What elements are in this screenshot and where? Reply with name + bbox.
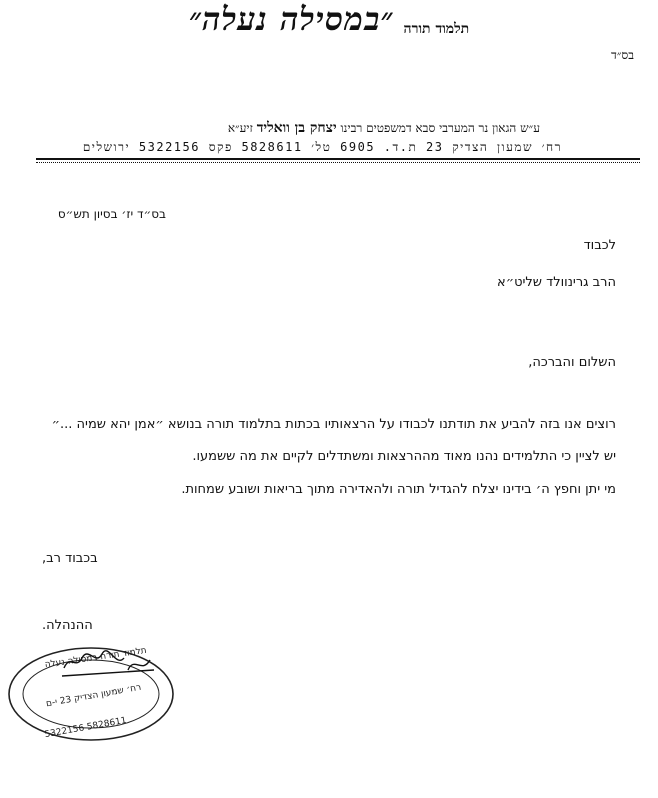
recipient-name: הרב גרינוולד שליט״א	[497, 275, 616, 290]
founder-line	[228, 120, 540, 137]
institution-name: ״במסילה נעלה״	[188, 0, 394, 38]
stamp-text-top: תלמוד תורה במסילה נעלה	[44, 645, 148, 671]
institution-prefix: תלמוד תורה	[403, 21, 470, 37]
greeting: השלום והברכה,	[528, 355, 616, 370]
body-paragraph: רוצים אנו בזה להביע את תודתנו לכבודו על הרצאותיו בכתות בתלמוד תורה בנושא ״אמן יהא שמיה ...״	[51, 417, 616, 432]
header-divider-dotted	[36, 162, 640, 163]
closing: בכבוד רב,	[42, 551, 98, 566]
address-line: רח׳ שמעון הצדיק 23 ת.ד. 6905 טל׳ 5828611 פקס 5322156 ירושלים	[82, 140, 562, 154]
header-divider	[36, 158, 640, 160]
founder-line-start: ע״ש הגאון נר המערבי סבא דמשפטים רבינו	[340, 121, 540, 135]
stamp-text-mid: רח׳ שמעון הצדיק 23 י-ם	[45, 682, 142, 710]
body-paragraph: מי יתן וחפץ ה׳ בידינו יצלח להגדיל תורה ולהאדירה מתוך בריאות ושובע שמחות.	[181, 482, 616, 497]
stamp-text-bottom: 5322156 5828611	[43, 715, 128, 741]
letterhead-title	[0, 0, 658, 38]
letter-date: בס״ד יז׳ בסיון תש״ס	[57, 207, 166, 221]
signature-name: ההנהלה.	[42, 618, 93, 633]
salutation-to: לכבוד	[583, 238, 616, 253]
stamp-seal	[4, 640, 178, 744]
founder-name: יצחק בן וואליד	[256, 120, 337, 136]
founder-line-end: זיע״א	[227, 121, 253, 135]
body-paragraph: יש לציין כי התלמידים נהנו מאוד מההרצאות ומשתדלים לקיים את מה ששמעו.	[192, 449, 616, 464]
bsd-mark: בס״ד	[611, 48, 634, 62]
